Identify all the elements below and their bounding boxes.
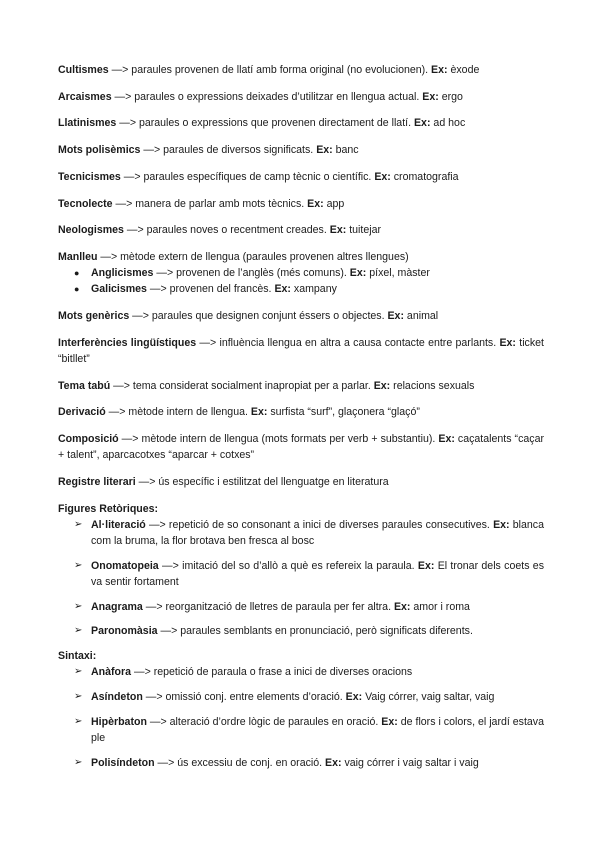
bullet-icon: ● <box>74 284 80 295</box>
entry-definition: —> alteració d’ordre lògic de paraules en oració. <box>146 715 382 728</box>
entry-mots-generics <box>58 308 544 324</box>
entry-arcaismes <box>58 89 544 105</box>
entry-example: èxode <box>447 64 480 76</box>
entry-ex-label: Ex: <box>438 433 455 446</box>
entry-term: Mots polisèmics <box>58 144 141 157</box>
entry-definition: —> provenen del francès. <box>146 283 275 296</box>
entry-example: caçatalents “caçar + talent”, aparcacotxes “aparcar + cotxes” <box>58 433 544 462</box>
entry-example: blanca com la bruma, la flor brotava ben fresca al bosc <box>91 518 544 548</box>
list-item-onomatopeia <box>74 558 544 590</box>
entry-ex-label: Ex: <box>393 600 411 613</box>
entry-ex-label: Ex: <box>431 64 448 76</box>
entry-ex-label: Ex: <box>329 224 347 237</box>
sintaxi-list <box>58 664 544 771</box>
entry-definition: —> tema considerat socialment inapropiat per a parlar. <box>110 379 374 392</box>
entry-definition: —> provenen de l’anglès (més comuns). <box>153 267 350 280</box>
entry-ex-label: Ex: <box>387 310 404 323</box>
entry-example: banc <box>332 144 359 157</box>
list-item-asindeton <box>74 689 544 705</box>
entry-ex-label: Ex: <box>373 379 391 392</box>
entry-term: Al·literació <box>91 518 146 531</box>
list-item-anagrama <box>74 599 544 615</box>
entry-definition: —> repetició de paraula o frase a inici de diverses oracions <box>131 666 413 679</box>
entry-term: Paronomàsia <box>91 625 158 638</box>
entry-term: Llatinismes <box>58 117 117 130</box>
entry-llatinismes <box>58 115 544 131</box>
list-item-alliteracio <box>74 517 544 549</box>
entry-term: Anglicismes <box>91 267 154 280</box>
list-item-hiperbaton <box>74 714 544 746</box>
entry-example: ergo <box>438 90 463 103</box>
entry-cultismes <box>58 62 544 78</box>
entry-mots-polisemics <box>58 142 544 158</box>
list-item-polisindeton <box>74 755 544 771</box>
entry-ex-label: Ex: <box>325 756 342 769</box>
document-page <box>58 62 544 779</box>
entry-definition: —> influència llengua en altra a causa contacte entre parlants. <box>196 336 500 349</box>
entry-term: Hipèrbaton <box>91 715 147 728</box>
entry-definition: —> imitació del so d’allò a què es refereix la paraula. <box>158 559 418 572</box>
figures-list <box>58 517 544 640</box>
entry-term: Galicismes <box>91 283 147 296</box>
entry-term: Arcaismes <box>58 90 112 103</box>
entry-definition: —> mètode extern de llengua (paraules provenen altres llengues) <box>97 250 409 263</box>
manlleu-list <box>58 265 544 297</box>
entry-ex-label: Ex: <box>413 117 431 130</box>
entry-ex-label: Ex: <box>374 170 391 183</box>
entry-example: tuitejar <box>346 224 381 237</box>
entry-example: relacions sexuals <box>390 379 475 392</box>
entry-registre-literari <box>58 474 544 490</box>
entry-example: xampany <box>290 283 337 296</box>
bullet-icon: ● <box>74 268 80 279</box>
entry-ex-label: Ex: <box>381 715 398 728</box>
entry-definition: —> paraules o expressions que provenen directament de llatí. <box>116 117 414 130</box>
entry-definition: —> paraules que designen conjunt éssers o objectes. <box>129 310 388 323</box>
entry-term: Composició <box>58 433 119 446</box>
entry-manlleu <box>58 249 544 265</box>
list-item-galicismes <box>74 281 544 297</box>
arrow-bullet-icon: ➢ <box>74 559 83 571</box>
entry-example: app <box>323 197 345 210</box>
entry-example: píxel, màster <box>366 267 430 280</box>
arrow-bullet-icon: ➢ <box>74 666 83 678</box>
entry-definition: —> paraules noves o recentment creades. <box>123 224 330 237</box>
list-item-paronomasia <box>74 623 544 639</box>
entry-definition: —> reorganització de lletres de paraula per fer altra. <box>142 600 394 613</box>
entry-ex-label: Ex: <box>499 336 516 349</box>
entry-neologismes <box>58 222 544 238</box>
entry-composicio <box>58 431 544 463</box>
entry-definition: —> paraules semblants en pronunciació, però significats diferents. <box>157 625 473 638</box>
entry-term: Neologismes <box>58 224 124 237</box>
entry-term: Tema tabú <box>58 379 111 392</box>
section-heading-sintaxi: Sintaxi: <box>58 650 97 663</box>
arrow-bullet-icon: ➢ <box>74 690 83 702</box>
entry-ex-label: Ex: <box>349 267 367 280</box>
entry-term: Anagrama <box>91 600 143 613</box>
entry-ex-label: Ex: <box>274 283 291 296</box>
entry-example: ticket “bitllet” <box>58 336 544 365</box>
entry-term: Registre literari <box>58 475 136 488</box>
section-heading-figures: Figures Retòriques: <box>58 502 159 515</box>
entry-definition: —> paraules específiques de camp tècnic o científic. <box>120 170 375 183</box>
entry-term: Interferències lingüístiques <box>58 336 197 349</box>
entry-definition: —> paraules de diversos significats. <box>140 144 317 157</box>
arrow-bullet-icon: ➢ <box>74 518 83 530</box>
entry-ex-label: Ex: <box>422 90 439 103</box>
entry-term: Cultismes <box>58 64 109 76</box>
entry-term: Asíndeton <box>91 690 143 703</box>
entry-example: cromatografia <box>390 170 459 183</box>
arrow-bullet-icon: ➢ <box>74 756 83 768</box>
entry-term: Mots genèrics <box>58 310 130 323</box>
entry-example: de flors i colors, el jardí estava ple <box>91 715 544 744</box>
entry-example: animal <box>403 310 439 323</box>
entry-term: Onomatopeia <box>91 559 159 572</box>
list-item-anglicismes <box>74 265 544 281</box>
entry-tecnicismes <box>58 169 544 185</box>
entry-term: Anàfora <box>91 666 132 679</box>
arrow-bullet-icon: ➢ <box>74 625 83 637</box>
entry-definition: —> repetició de so consonant a inici de diverses paraules consecutives. <box>145 518 494 531</box>
entry-example: El tronar dels coets es va sentir fortament <box>91 559 544 588</box>
entry-ex-label: Ex: <box>417 559 435 572</box>
entry-example: ad hoc <box>430 117 466 130</box>
entry-term: Derivació <box>58 406 106 419</box>
entry-definition: —> ús excessiu de conj. en oració. <box>154 756 326 769</box>
entry-term: Tecnolecte <box>58 197 113 210</box>
entry-example: Vaig córrer, vaig saltar, vaig <box>362 690 495 703</box>
entry-tema-tabu <box>58 378 544 394</box>
entry-example: surfista “surf”, glaçonera “glaçó” <box>267 406 420 419</box>
arrow-bullet-icon: ➢ <box>74 600 83 612</box>
entry-definition: —> paraules o expressions deixades d’utilitzar en llengua actual. <box>111 90 423 103</box>
entry-term: Tecnicismes <box>58 170 121 183</box>
entry-definition: —> paraules provenen de llatí amb forma original (no evolucionen). <box>108 64 432 76</box>
entry-ex-label: Ex: <box>345 690 363 703</box>
entry-ex-label: Ex: <box>307 197 324 210</box>
entry-definition: —> mètode intern de llengua (mots formats per verb + substantiu). <box>118 433 439 446</box>
arrow-bullet-icon: ➢ <box>74 715 83 727</box>
list-item-anafora <box>74 664 544 680</box>
entry-definition: —> ús específic i estilitzat del llenguatge en literatura <box>135 475 389 488</box>
entry-definition: —> omissió conj. entre elements d’oració. <box>142 690 346 703</box>
entry-ex-label: Ex: <box>250 406 268 419</box>
entry-example: vaig córrer i vaig saltar i vaig <box>341 756 479 769</box>
entry-definition: —> mètode intern de llengua. <box>105 406 251 419</box>
entry-ex-label: Ex: <box>316 144 333 157</box>
entry-term: Polisíndeton <box>91 756 155 769</box>
entry-tecnolecte <box>58 196 544 212</box>
entry-example: amor i roma <box>410 600 470 613</box>
entry-term: Manlleu <box>58 250 98 263</box>
entry-definition: —> manera de parlar amb mots tècnics. <box>112 197 308 210</box>
entry-interferencies <box>58 335 544 367</box>
entry-derivacio <box>58 404 544 420</box>
entry-ex-label: Ex: <box>493 518 510 531</box>
